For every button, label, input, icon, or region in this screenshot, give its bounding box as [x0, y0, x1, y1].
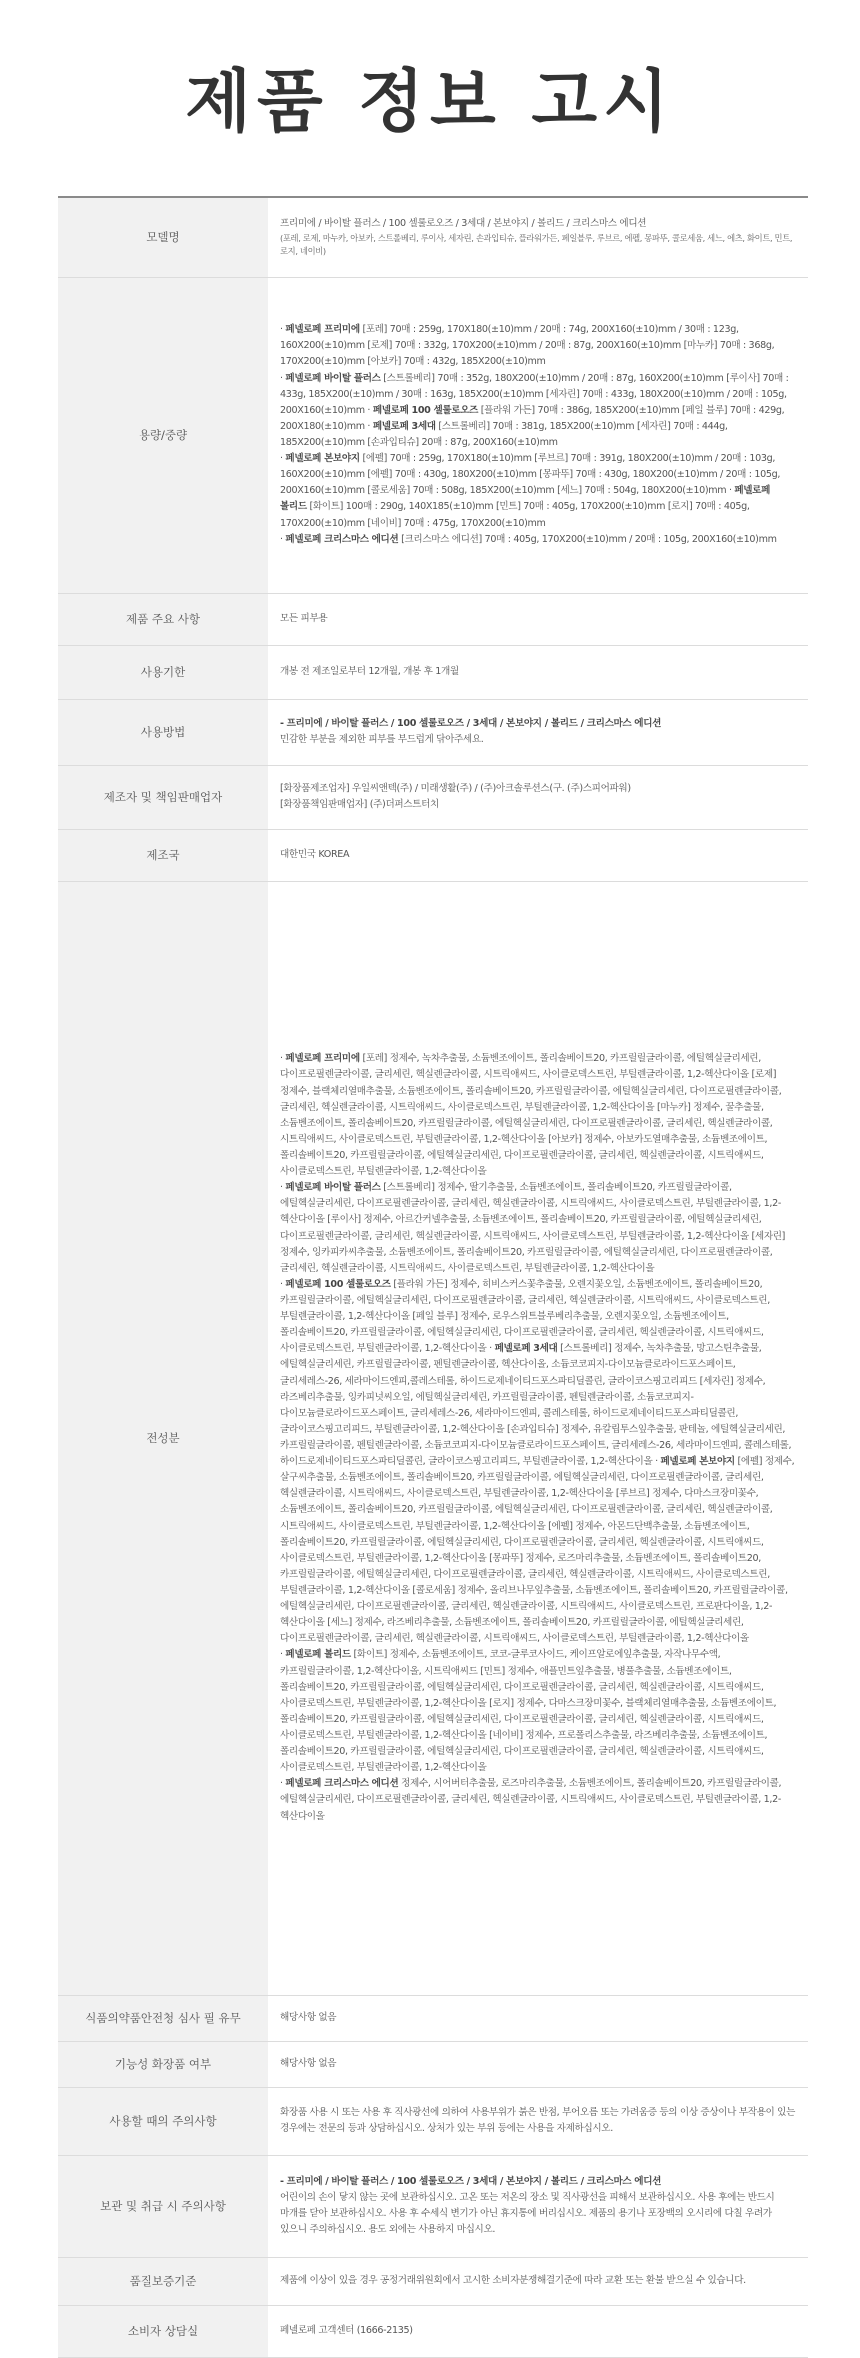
capacity-paragraph: · 페넬로페 크리스마스 에디션 [크리스마스 에디션] 70매 : 405g, 170X200(±10)mm / 20매 : 105g, 200X160(±10)mm: [280, 533, 777, 545]
value-model: [268, 197, 808, 277]
value-expiry: 개봉 전 제조일로부터 12개월, 개봉 후 1개월: [268, 645, 808, 699]
value-usage: [268, 699, 808, 765]
product-name: 페넬로페 크리스마스 에디션: [285, 533, 399, 545]
value-contact: 페넬로페 고객센터 (1666-2135): [268, 2305, 808, 2357]
label-expiry: 사용기한: [58, 645, 268, 699]
product-name: 페넬로페 본보야지: [285, 453, 360, 465]
product-name: 페넬로페 크리스마스 에디션: [285, 1778, 399, 1790]
label-ingredients: 전성분: [58, 881, 268, 1995]
product-name: 페넬로페 100 셀룰로오즈: [285, 1278, 391, 1290]
row-storage: [58, 2155, 808, 2257]
model-names: 프리미에 / 바이탈 플러스 / 100 셀룰로오즈 / 3세대 / 본보야지 / 볼리드 / 크리스마스 에디션: [280, 217, 647, 229]
product-name: 페넬로페 볼리드: [280, 485, 771, 513]
value-country: 대한민국 KOREA: [268, 829, 808, 881]
row-maker: [58, 765, 808, 829]
value-storage: [268, 2155, 808, 2257]
product-name: 페넬로페 프리미에: [285, 324, 360, 336]
product-name: 페넬로페 볼리드: [285, 1649, 351, 1661]
model-variants: (포레, 로제, 마누카, 아보카, 스트롤베리, 루이사, 세자린, 손과입티슈, 플라워가든, 페일블루, 루브르, 에펠, 몽파뚜, 콜로세움, 세느, 에츠, 화이트, 민트, 로지, 네이비): [280, 233, 793, 257]
row-country: [58, 829, 808, 881]
product-name: 페넬로페 100 셀룰로오즈: [372, 404, 479, 416]
value-warranty: 제품에 이상이 있을 경우 공정거래위원회에서 고시한 소비자분쟁해결기준에 따라 교환 또는 환불 받으실 수 있습니다.: [268, 2257, 808, 2305]
label-country: 제조국: [58, 829, 268, 881]
value-functional-type: 해당사항 없음: [268, 2041, 808, 2087]
maker-seller: [화장품책임판매업자] (주)더퍼스트터치: [280, 799, 439, 810]
row-functional-type: [58, 2041, 808, 2087]
row-expiry: [58, 645, 808, 699]
product-name: 페넬로페 바이탈 플러스: [285, 372, 381, 384]
row-ingredients: [58, 881, 808, 1995]
capacity-paragraph: · 페넬로페 본보야지 [에펠] 70매 : 259g, 170X180(±10)mm [루브르] 70매 : 391g, 180X200(±10)mm / 20매 : 103g, 160X200(±10)mm [에펠] 70매 : 430g, 180X200(±10)mm [몽파뚜] 70매 : 430g, 180X200(±10)mm / 20매 : 105g, 200X160(±10)mm [콜로세움] 70매 : 508g, 185X200(±10)mm [세느] 70매 : 504g, 180X200(±10)mm · 페넬로페 볼리드 [화이트] 100매 : 290g, 140X185(±10)mm [민트] 70매 : 405g, 170X200(±10)mm [로지] 70매 : 405g, 170X200(±10)mm [네이비] 70매 : 475g, 170X200(±10)mm: [280, 453, 781, 529]
value-caution: 화장품 사용 시 또는 사용 후 직사광선에 의하여 사용부위가 붉은 반점, 부어오름 또는 가려움증 등의 이상 증상이나 부작용이 있는 경우에는 전문의 등과 상담하십시오. 상처가 있는 부위 등에는 사용을 자제하십시오.: [268, 2087, 808, 2155]
row-warranty: [58, 2257, 808, 2305]
product-name: 페넬로페 3세대: [494, 1343, 558, 1355]
row-functional-review: [58, 1995, 808, 2041]
product-name: 페넬로페 3세대: [372, 420, 436, 432]
label-contact: 소비자 상담실: [58, 2305, 268, 2357]
ingredients-paragraph: · 페넬로페 크리스마스 에디션 정제수, 시어버터추출물, 로즈마리추출물, 소듐벤조에이트, 폴리솔베이트20, 카프릴릴글라이콜, 에틸헥실글리세린, 다이프로필렌글라이콜, 글리세린, 헥실렌글라이콜, 시트릭애씨드, 사이클로덱스트린, 부틸렌글라이콜, 1,2-헥산다이올: [280, 1778, 782, 1822]
label-storage: 보관 및 취급 시 주의사항: [58, 2155, 268, 2257]
value-functional-review: 해당사항 없음: [268, 1995, 808, 2041]
value-ingredients: [268, 881, 808, 1995]
label-model: 모델명: [58, 197, 268, 277]
product-name: 페넬로페 본보야지: [660, 1456, 735, 1468]
product-name: 페넬로페 프리미에: [285, 1053, 360, 1065]
usage-instruction: 민감한 부분을 제외한 피부를 부드럽게 닦아주세요.: [280, 734, 484, 745]
label-functional-type: 기능성 화장품 여부: [58, 2041, 268, 2087]
page-title: 제품 정보 고시: [185, 63, 675, 142]
label-warranty: 품질보증기준: [58, 2257, 268, 2305]
row-capacity: [58, 277, 808, 593]
ingredients-paragraph: · 페넬로페 프리미에 [포레] 정제수, 녹차추출물, 소듐벤조에이트, 폴리솔베이트20, 카프릴릴글라이콜, 에틸헥실글리세린, 다이프로필렌글라이콜, 글리세린, 헥실렌글라이콜, 시트릭애씨드, 사이클로덱스트린, 부틸렌글라이콜, 1,2-헥산다이올 [로제] 정제수, 블랙체리열매추출물, 소듐벤조에이트, 폴리솔베이트20, 카프릴릴글라이콜, 에틸헥실글리세린, 다이프로필렌글라이콜, 글리세린, 헥실렌글라이콜, 시트릭애씨드, 사이클로덱스트린, 부틸렌글라이콜, 1,2-헥산다이올 [마누카] 정제수, 꿀추출물, 소듐벤조에이트, 폴리솔베이트20, 카프릴릴글라이콜, 에틸헥실글리세린, 다이프로필렌글라이콜, 글리세린, 헥실렌글라이콜, 시트릭애씨드, 사이클로덱스트린, 부틸렌글라이콜, 1,2-헥산다이올 [아보카] 정제수, 아보카도열매추출물, 소듐벤조에이트, 폴리솔베이트20, 카프릴릴글라이콜, 에틸헥실글리세린, 다이프로필렌글라이콜, 글리세린, 헥실렌글라이콜, 시트릭애씨드, 사이클로덱스트린, 부틸렌글라이콜, 1,2-헥산다이올: [280, 1053, 782, 1178]
row-model: [58, 197, 808, 277]
storage-instruction: 어린이의 손이 닿지 않는 곳에 보관하십시오. 고온 또는 저온의 장소 및 직사광선을 피해서 보관하십시오. 사용 후에는 반드시 마개를 닫아 보관하십시오. 사용 후 수세식 변기가 아닌 휴지통에 버리십시오. 제품의 용기나 포장백의 오시리에 다칠 우려가 있으니 주의하십시오. 용도 외에는 사용하지 마십시오.: [280, 2191, 775, 2236]
label-skin-type: 제품 주요 사항: [58, 593, 268, 645]
capacity-paragraph: · 페넬로페 프리미에 [포레] 70매 : 259g, 170X180(±10)mm / 20매 : 74g, 200X160(±10)mm / 30매 : 123g, 160X200(±10)mm [로제] 70매 : 332g, 170X200(±10)mm / 20매 : 87g, 200X160(±10)mm [마누카] 70매 : 368g, 170X200(±10)mm [아보카] 70매 : 432g, 185X200(±10)mm: [280, 324, 775, 368]
label-functional-review: 식품의약품안전청 심사 필 유무: [58, 1995, 268, 2041]
row-skin-type: [58, 593, 808, 645]
ingredients-paragraph: · 페넬로페 100 셀룰로오즈 [플라워 가든] 정제수, 히비스커스꽃추출물, 오렌지꽃오일, 소듐벤조에이트, 폴리솔베이트20, 카프릴릴글라이콜, 에틸헥실글리세린, 다이프로필렌글라이콜, 글리세린, 헥실렌글라이콜, 시트릭애씨드, 사이클로덱스트린, 부틸렌글라이콜, 1,2-헥산다이올 [페일 블루] 정제수, 로우스위트블루베리추출물, 오렌지꽃오일, 소듐벤조에이트, 폴리솔베이트20, 카프릴릴글라이콜, 에틸헥실글리세린, 다이프로필렌글라이콜, 글리세린, 헥실렌글라이콜, 시트릭애씨드, 사이클로덱스트린, 부틸렌글라이콜, 1,2-헥산다이올 · 페넬로페 3세대 [스트롤베리] 정제수, 녹차추출물, 망고스틴추출물, 에틸헥실글리세린, 카프릴릴글라이콜, 펜틸렌글라이콜, 헥산다이올, 소듐코코피지-다이모늄클로라이드포스페이트, 글리세레스-26, 세라마이드엔피,콜레스테롤, 하이드로제네이티드포스파티딜콜린, 글라이코스핑고리피드 [세자린] 정제수, 라즈베리추출물, 잉카피넛씨오일, 에틸헥실글리세린, 카프릴릴글라이콜, 펜틸렌글라이콜, 소듐코코피지-다이모늄클로라이드포스페이트, 글리세레스-26, 세라마이드엔피, 콜레스테롤, 하이드로제네이티드포스파티딜콜린, 글라이코스핑고리피드, 부틸렌글라이콜, 1,2-헥산다이올 [손과입티슈] 정제수, 유칼립투스잎추출물, 판테놀, 에틸헥실글리세린, 카프릴릴글라이콜, 펜틸렌글라이콜, 소듐코코피지-다이모늄클로라이드포스페이트, 글리세레스-26, 세라마이드엔피, 콜레스테롤, 하이드로제네이티드포스파티딜콜린, 글라이코스핑고리피드, 부틸렌글라이콜, 1,2-헥산다이올 · 페넬로페 본보야지 [에펠] 정제수, 살구씨추출물, 소듐벤조에이트, 폴리솔베이트20, 카프릴릴글라이콜, 에틸헥실글리세린, 다이프로필렌글라이콜, 글리세린, 헥실렌글라이콜, 시트릭애씨드, 사이클로덱스트린, 부틸렌글라이콜, 1,2-헥산다이올 [루브르] 정제수, 다마스크장미꽃수, 소듐벤조에이트, 폴리솔베이트20, 카프릴릴글라이콜, 에틸헥실글리세린, 다이프로필렌글라이콜, 글리세린, 헥실렌글라이콜, 시트릭애씨드, 사이클로덱스트린, 부틸렌글라이콜, 1,2-헥산다이올 [에펠] 정제수, 아몬드단백추출물, 소듐벤조에이트, 폴리솔베이트20, 카프릴릴글라이콜, 에틸헥실글리세린, 다이프로필렌글라이콜, 글리세린, 헥실렌글라이콜, 시트릭애씨드, 사이클로덱스트린, 부틸렌글라이콜, 1,2-헥산다이올 [몽파뚜] 정제수, 로즈마리추출물, 소듐벤조에이트, 폴리솔베이트20, 카프릴릴글라이콜, 에틸헥실글리세린, 다이프로필렌글라이콜, 글리세린, 헥실렌글라이콜, 시트릭애씨드, 사이클로덱스트린, 부틸렌글라이콜, 1,2-헥산다이올 [콜로세움] 정제수, 올리브나무잎추출물, 소듐벤조에이트, 폴리솔베이트20, 카프릴릴글라이콜, 에틸헥실글리세린, 다이프로필렌글라이콜, 글리세린, 헥실렌글라이콜, 시트릭애씨드, 사이클로덱스트린, 프로판다이올, 1,2-헥산다이올 [세느] 정제수, 라즈베리추출물, 소듐벤조에이트, 폴리솔베이트20, 카프릴릴글라이콜, 에틸헥실글리세린, 다이프로필렌글라이콜, 글리세린, 헥실렌글라이콜, 시트릭애씨드, 사이클로덱스트린, 부틸렌글라이콜, 1,2-헥산다이올: [280, 1278, 795, 1645]
maker-manufacturer: [화장품제조업자] 우일씨앤텍(주) / 미래생활(주) / (주)아크솔루션스(구. (주)스피어파워): [280, 782, 631, 794]
label-maker: 제조자 및 책임판매업자: [58, 765, 268, 829]
label-usage: 사용방법: [58, 699, 268, 765]
capacity-paragraph: · 페넬로페 바이탈 플러스 [스트롤베리] 70매 : 352g, 180X200(±10)mm / 20매 : 87g, 160X200(±10)mm [루이사] 70매 : 433g, 185X200(±10)mm / 30매 : 163g, 185X200(±10)mm [세자린] 70매 : 433g, 180X200(±10)mm / 20매 : 105g, 200X160(±10)mm · 페넬로페 100 셀룰로오즈 [플라워 가든] 70매 : 386g, 185X200(±10)mm [페일 블루] 70매 : 429g, 200X180(±10)mm · 페넬로페 3세대 [스트롤베리] 70매 : 381g, 185X200(±10)mm [세자린] 70매 : 444g, 185X200(±10)mm [손과입티슈] 20매 : 87g, 200X160(±10)mm: [280, 372, 789, 448]
value-maker: [268, 765, 808, 829]
label-caution: 사용할 때의 주의사항: [58, 2087, 268, 2155]
storage-products: - 프리미에 / 바이탈 플러스 / 100 셀룰로오즈 / 3세대 / 본보야지 / 볼리드 / 크리스마스 에디션: [280, 2175, 662, 2187]
ingredients-paragraph: · 페넬로페 바이탈 플러스 [스트롤베리] 정제수, 딸기추출물, 소듐벤조에이트, 폴리솔베이트20, 카프릴릴글라이콜, 에틸헥실글리세린, 다이프로필렌글라이콜, 글리세린, 헥실렌글라이콜, 시트릭애씨드, 사이클로덱스트린, 부틸렌글라이콜, 1,2-헥산다이올 [루이사] 정제수, 아르간커넬추출물, 소듐벤조에이트, 폴리솔베이트20, 카프릴릴글라이콜, 에틸헥실글리세린, 다이프로필렌글라이콜, 글리세린, 헥실렌글라이콜, 시트릭애씨드, 사이클로덱스트린, 부틸렌글라이콜, 1,2-헥산다이올 [세자린] 정제수, 잉카피카씨추출물, 소듐벤조에이트, 폴리솔베이트20, 카프릴릴글라이콜, 에틸헥실글리세린, 다이프로필렌글라이콜, 글리세린, 헥실렌글라이콜, 시트릭애씨드, 사이클로덱스트린, 부틸렌글라이콜, 1,2-헥산다이올: [280, 1182, 786, 1274]
value-skin-type: 모든 피부용: [268, 593, 808, 645]
row-usage: [58, 699, 808, 765]
row-contact: [58, 2305, 808, 2357]
product-name: 페넬로페 바이탈 플러스: [285, 1182, 381, 1194]
value-capacity: [268, 277, 808, 593]
usage-products: - 프리미에 / 바이탈 플러스 / 100 셀룰로오즈 / 3세대 / 본보야지 / 볼리드 / 크리스마스 에디션: [280, 717, 662, 729]
label-capacity: 용량/중량: [58, 277, 268, 593]
product-info-table: [58, 196, 808, 2358]
ingredients-paragraph: · 페넬로페 볼리드 [화이트] 정제수, 소듐벤조에이트, 코코-글루코사이드, 케이프알로에잎추출물, 자작나무수액, 카프릴릴글라이콜, 1,2-헥산다이올, 시트릭애씨드 [민트] 정제수, 애플민트잎추출물, 병풀추출물, 소듐벤조에이트, 폴리솔베이트20, 카프릴릴글라이콜, 에틸헥실글리세린, 다이프로필렌글라이콜, 글리세린, 헥실렌글라이콜, 시트릭애씨드, 사이클로덱스트린, 부틸렌글라이콜, 1,2-헥산다이올 [로지] 정제수, 다마스크장미꽃수, 블랙체리열매추출물, 소듐벤조에이트, 폴리솔베이트20, 카프릴릴글라이콜, 에틸헥실글리세린, 다이프로필렌글라이콜, 글리세린, 헥실렌글라이콜, 시트릭애씨드, 사이클로덱스트린, 부틸렌글라이콜, 1,2-헥산다이올 [네이비] 정제수, 프로폴리스추출물, 라즈베리추출물, 소듐벤조에이트, 폴리솔베이트20, 카프릴릴글라이콜, 에틸헥실글리세린, 다이프로필렌글라이콜, 글리세린, 헥실렌글라이콜, 시트릭애씨드, 사이클로덱스트린, 부틸렌글라이콜, 1,2-헥산다이올: [280, 1649, 777, 1774]
row-caution: [58, 2087, 808, 2155]
